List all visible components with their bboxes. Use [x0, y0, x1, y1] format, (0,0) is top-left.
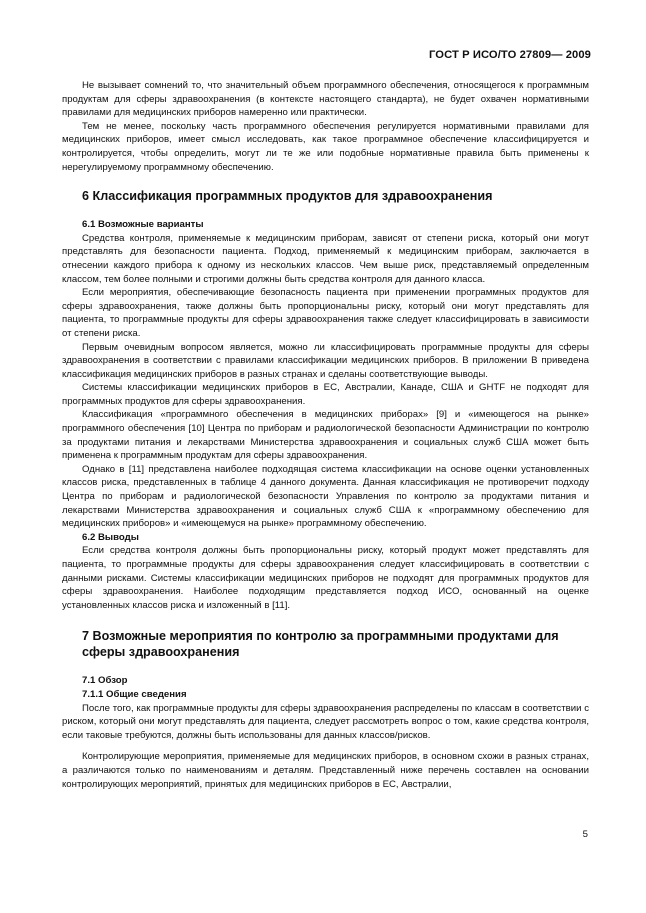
section-7-heading: 7 Возможные мероприятия по контролю за программными продуктами для сферы здравоохранения [82, 629, 559, 660]
paragraph: Системы классификации медицинских приборов в ЕС, Австралии, Канаде, США и GHTF не подходят для программных продуктов для сферы здравоохранения. [62, 382, 589, 407]
paragraph: Однако в [11] представлена наиболее подходящая система классификации на основе оценки установленных классов риска, представленных в таблице 4 данного документа. Данная классификация не противоречит подходу Центра по приборам и радиологической безопасности Управления по контролю за продуктами питания и лекарствами Министерства здравоохранения и социальных служб США к «программному обеспечению для медицинских приборов» и «имеющемуся на рынке» программному обеспечению. [62, 463, 589, 530]
document-header: ГОСТ Р ИСО/ТО 27809— 2009 [428, 49, 591, 61]
paragraph: Контролирующие мероприятия, применяемые для медицинских приборов, в основном схожи в разных странах, а различаются только по наименованиям и деталям. Представленный ниже перечень составлен на основании контролирующих мероприятий, принятых для медицинских приборов в ЕС, Австралии, [62, 751, 589, 790]
subsection-6-1-heading: 6.1 Возможные варианты [82, 219, 204, 231]
section-6-heading: 6 Классификация программных продуктов для здравоохранения [82, 189, 493, 204]
paragraph: Не вызывает сомнений то, что значительный объем программного обеспечения, относящегося к программным продуктам для сферы здравоохранения (в контексте настоящего стандарта), не будет охвачен нормативными правилами для медицинских приборов намеренно или практически. [62, 80, 589, 119]
page-number: 5 [582, 829, 588, 840]
paragraph: Классификация «программного обеспечения в медицинских приборах» [9] и «имеющегося на рынке» программного обеспечения [10] Центра по приборам и радиологической безопасности Администрации по контролю за продуктами питания и лекарствами Министерства здравоохранения и социальных служб США может быть применена к программным продуктам для сферы здравоохранения. [62, 409, 589, 462]
subsection-7-1-1-heading: 7.1.1 Общие сведения [82, 688, 187, 700]
paragraph: Средства контроля, применяемые к медицинским приборам, зависят от степени риска, который они могут представлять для безопасности пациента. Подход, применяемый к медицинским приборам, заключается в отнесении каждого прибора к одному из нескольких классов. Чем выше риск, представляемый определенным классом, тем более полными и строгими должны быть средства контроля для данного класса. [62, 232, 589, 285]
paragraph: Если мероприятия, обеспечивающие безопасность пациента при применении программных продуктов для сферы здравоохранения, также должны быть пропорциональны риску, который они могут представлять для пациента, то программные продукты для сферы здравоохранения также следует классифицировать в зависимости от степени риска. [62, 287, 589, 339]
paragraph: После того, как программные продукты для сферы здравоохранения распределены по классам в соответствии с риском, который они могут представлять для пациента, следует рассмотреть вопрос о том, какие средства контроля, если таковые требуются, должны быть использованы для данных классов/рисков. [62, 702, 589, 741]
subsection-6-2-heading: 6.2 Выводы [82, 531, 139, 543]
paragraph: Первым очевидным вопросом является, можно ли классифицировать программные продукты для сферы здравоохранения в соответствии с правилами классификации медицинских приборов. В приложении В приведена классификация медицинских приборов в разных странах и сделаны соответствующие выводы. [62, 341, 589, 380]
paragraph: Тем не менее, поскольку часть программного обеспечения регулируется нормативными правилами для медицинских приборов, имеет смысл исследовать, как такое программное обеспечение классифицируется и контролируется, чтобы определить, могут ли те же или подобные нормативные правила быть применены к нерегулируемому программному обеспечению. [62, 120, 589, 173]
subsection-7-1-heading: 7.1 Обзор [82, 675, 128, 687]
paragraph-gap [62, 742, 589, 750]
paragraph: Если средства контроля должны быть пропорциональны риску, который продукт может представлять для пациента, то программные продукты для сферы здравоохранения следует классифицировать в соответствии с данными рисками. Системы классификации медицинских приборов не подходят для программных продуктов для сферы здравоохранения. Наиболее подходящим представляется подход ИСО, основанный на оценке установленных классов риска и изложенный в [11]. [62, 545, 589, 611]
document-body [62, 79, 589, 791]
